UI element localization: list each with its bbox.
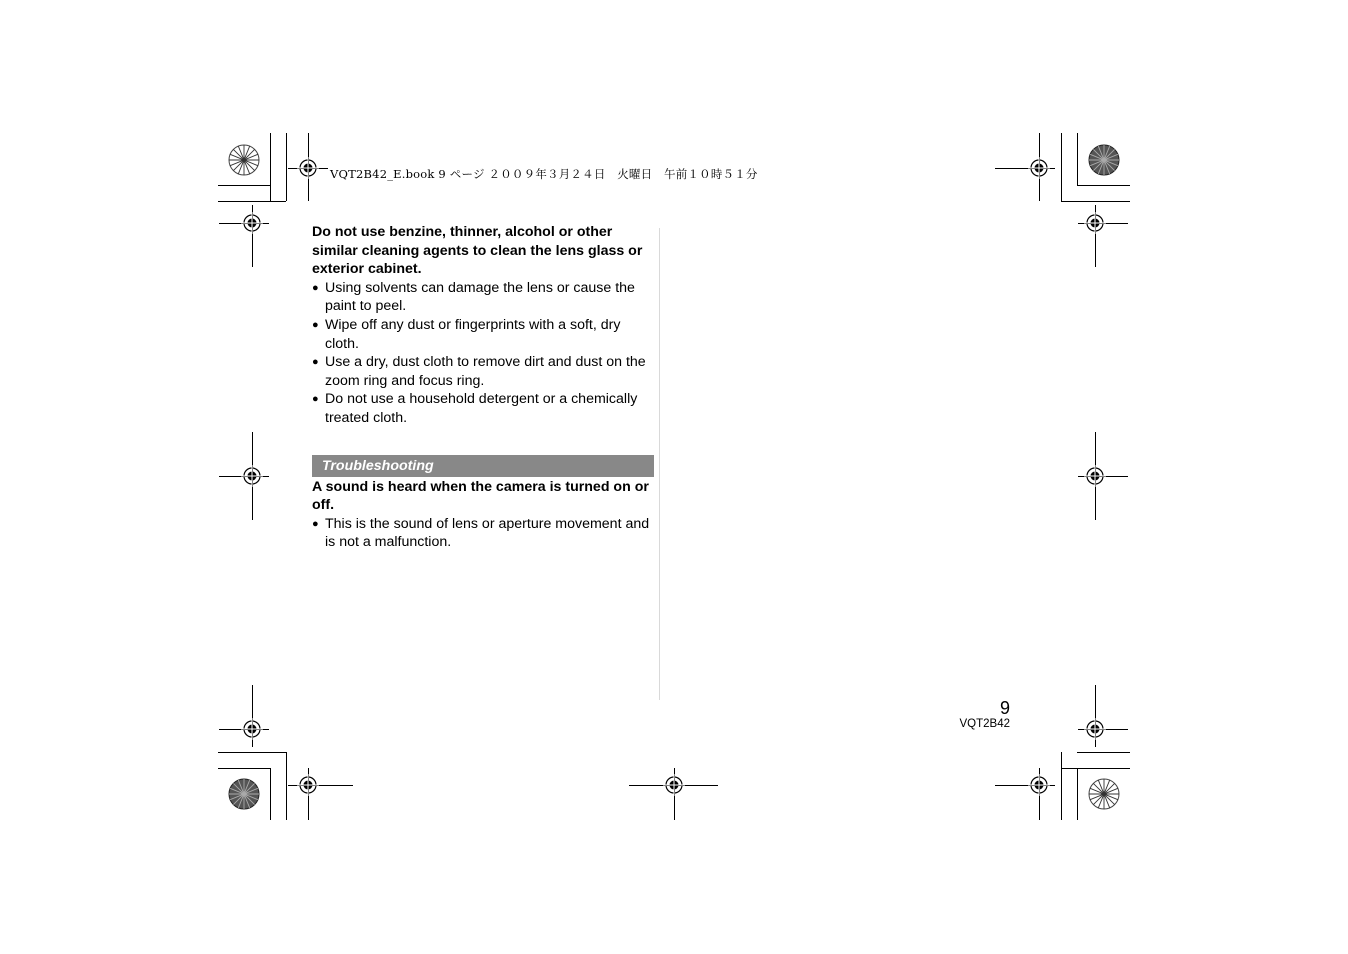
cleaning-warning-heading: Do not use benzine, thinner, alcohol or other similar cleaning agents to clean the lens glass or exterior cabinet. [312,224,643,278]
registration-target-icon [1028,774,1050,796]
list-item: ● Do not use a household detergent or a chemically treated cloth. [312,391,638,426]
bullet-icon: ● [312,356,319,369]
bullet-icon: ● [312,281,319,294]
page-number: 9 [999,698,1010,718]
registration-target-icon [297,157,319,179]
registration-target-icon [241,465,263,487]
list-item: ● Wipe off any dust or fingerprints with a soft, dry cloth. [312,316,621,352]
print-slug: VQT2B42_E.book 9 ページ ２００９年３月２４日 火曜日 午前１０時５１分 [330,167,758,181]
bullet-icon: ● [312,517,319,530]
bullet-icon: ● [312,393,319,406]
list-item: ● This is the sound of lens or aperture movement and is not a malfunction. [312,515,650,551]
registration-target-icon [1028,157,1050,179]
star-target-icon [1088,144,1120,176]
registration-target-icon [1084,465,1106,487]
star-target-icon [228,778,260,810]
registration-target-icon [241,212,263,234]
document-code: VQT2B42 [959,718,1010,730]
registration-target-icon [663,774,685,796]
list-item: ● Using solvents can damage the lens or cause the paint to peel. [312,279,635,315]
registration-target-icon [1084,212,1106,234]
list-item: ● Use a dry, dust cloth to remove dirt and dust on the zoom ring and focus ring. [312,354,646,389]
main-content [312,223,654,552]
registration-target-icon [241,718,263,740]
registration-target-icon [297,774,319,796]
bullet-icon: ● [312,318,319,331]
star-target-icon [228,144,260,176]
column-divider [659,228,660,700]
registration-target-icon [1084,718,1106,740]
cleaning-bullet-list [312,279,654,428]
star-target-icon [1088,778,1120,810]
troubleshooting-bullet-list [312,515,654,552]
troubleshooting-section-header: Troubleshooting [312,455,654,477]
troubleshooting-question: A sound is heard when the camera is turned on or off. [312,478,649,514]
